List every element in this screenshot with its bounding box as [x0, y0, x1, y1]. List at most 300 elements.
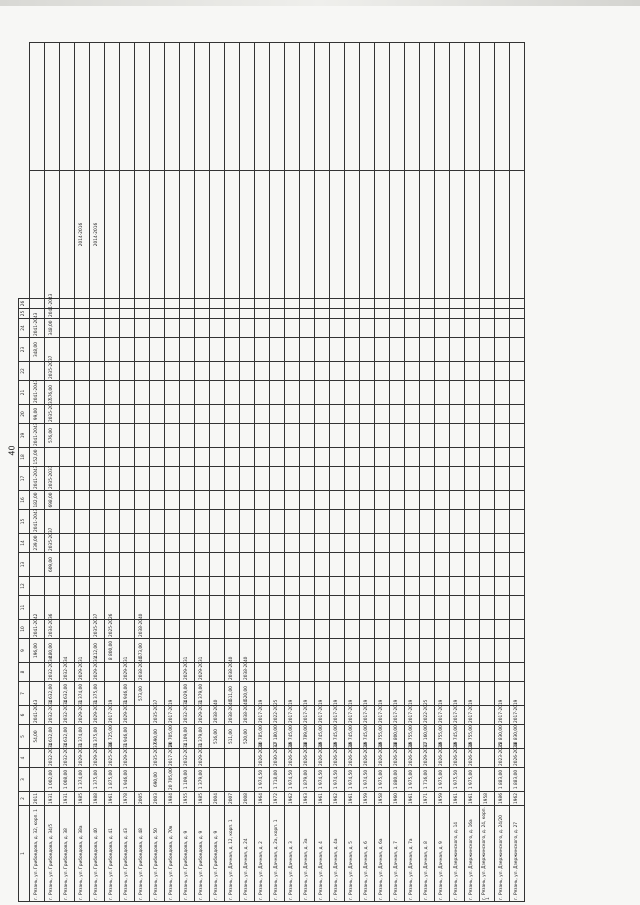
table-cell — [255, 553, 270, 577]
table-cell: 348,00 — [45, 319, 60, 338]
table-cell: 1961 — [405, 792, 420, 806]
table-cell — [255, 467, 270, 491]
table-cell — [75, 338, 90, 362]
table-cell — [495, 577, 510, 596]
table-cell — [210, 663, 225, 682]
table-cell — [165, 299, 180, 309]
table-cell: 2035-2037 — [45, 467, 60, 491]
column-header: 23 — [19, 338, 30, 362]
table-cell — [150, 534, 165, 553]
table-cell — [285, 319, 300, 338]
table-cell — [465, 171, 480, 299]
table-cell — [135, 534, 150, 553]
table-cell — [165, 309, 180, 319]
table-cell — [390, 510, 405, 534]
table-cell — [210, 381, 225, 405]
table-cell: 1 374,00 — [75, 725, 90, 749]
table-cell — [345, 510, 360, 534]
table-cell — [135, 467, 150, 491]
address-cell: г. Рязань, ул. Дачная, д. 24 — [240, 806, 255, 902]
table-cell — [210, 553, 225, 577]
table-cell: 1 975,00 — [435, 768, 450, 792]
table-cell — [495, 424, 510, 448]
table-cell: 1931 — [60, 792, 75, 806]
table-cell — [480, 534, 495, 553]
table-cell — [510, 553, 525, 577]
table-cell — [225, 424, 240, 448]
table-cell — [90, 577, 105, 596]
table-cell — [330, 596, 345, 620]
table-cell — [60, 309, 75, 319]
table-cell: 17 180,00 — [270, 725, 285, 749]
table-cell — [435, 596, 450, 620]
table-cell — [90, 319, 105, 338]
table-cell — [120, 43, 135, 171]
table-cell — [120, 596, 135, 620]
address-cell: г. Рязань, ул. Грибоедова, д. 34/5 — [45, 806, 60, 902]
table-cell: 1978 — [120, 792, 135, 806]
table-cell — [405, 663, 420, 682]
table-cell — [285, 448, 300, 467]
table-cell — [255, 577, 270, 596]
table-cell — [390, 405, 405, 424]
table-cell: 1988 — [90, 792, 105, 806]
table-cell — [315, 309, 330, 319]
table-cell — [165, 467, 180, 491]
table-row — [390, 43, 405, 902]
table-cell — [390, 620, 405, 639]
table-cell — [270, 510, 285, 534]
table-cell: 2026-2028 — [300, 749, 315, 768]
table-cell — [285, 467, 300, 491]
table-cell — [315, 491, 330, 510]
table-cell — [315, 381, 330, 405]
table-row — [375, 43, 390, 902]
table-cell — [300, 171, 315, 299]
table-cell — [495, 467, 510, 491]
column-header: 21 — [19, 381, 30, 405]
table-cell — [510, 510, 525, 534]
table-cell — [180, 467, 195, 491]
table-cell — [150, 491, 165, 510]
table-cell — [390, 467, 405, 491]
table-cell: 1964 — [255, 792, 270, 806]
table-cell: 1 883,00 — [510, 768, 525, 792]
table-cell — [300, 448, 315, 467]
table-cell — [375, 299, 390, 309]
table-cell — [60, 620, 75, 639]
table-cell — [180, 405, 195, 424]
table-row — [90, 43, 105, 902]
table-cell — [300, 319, 315, 338]
table-cell: 1 632,00 — [45, 682, 60, 706]
table-cell: 8 800,00 — [105, 639, 120, 663]
table-cell — [225, 319, 240, 338]
table-cell — [210, 620, 225, 639]
table-cell — [300, 620, 315, 639]
table-cell — [195, 620, 210, 639]
table-cell — [360, 577, 375, 596]
table-cell: 1 879,00 — [300, 768, 315, 792]
table-cell — [210, 309, 225, 319]
table-cell — [210, 362, 225, 381]
table-cell — [285, 510, 300, 534]
table-cell — [195, 299, 210, 309]
table-cell — [105, 405, 120, 424]
table-cell — [150, 639, 165, 663]
column-header: 4 — [19, 749, 30, 768]
table-cell — [225, 768, 240, 792]
table-cell — [225, 467, 240, 491]
table-cell — [480, 43, 495, 171]
table-cell — [345, 338, 360, 362]
address-cell: г. Рязань, ул. Дзержинского, д. 14 — [450, 806, 465, 902]
table-cell — [390, 577, 405, 596]
table-cell — [345, 424, 360, 448]
table-cell — [480, 362, 495, 381]
table-cell — [450, 381, 465, 405]
table-cell — [345, 309, 360, 319]
table-cell — [315, 319, 330, 338]
table-cell — [120, 553, 135, 577]
column-header: 7 — [19, 682, 30, 706]
table-cell — [270, 596, 285, 620]
address-cell: г. Рязань, ул. Дачная, д. 4а — [330, 806, 345, 902]
table-cell — [285, 362, 300, 381]
table-cell — [375, 534, 390, 553]
table-cell: 2029-2031 — [120, 706, 135, 725]
table-cell: 1 379,00 — [195, 768, 210, 792]
table-cell: 18 789,00 — [300, 725, 315, 749]
table-cell — [405, 448, 420, 467]
table-cell: 2017-2019 — [510, 706, 525, 725]
table-cell — [45, 171, 60, 299]
table-cell — [315, 620, 330, 639]
table-cell — [75, 319, 90, 338]
table-cell — [180, 510, 195, 534]
table-cell: 2026-2028 — [255, 749, 270, 768]
table-cell — [390, 43, 405, 171]
table-cell — [510, 171, 525, 299]
table-cell: 480,00 — [45, 639, 60, 663]
table-cell — [360, 299, 375, 309]
table-cell — [300, 299, 315, 309]
table-cell — [165, 171, 180, 299]
table-cell — [75, 405, 90, 424]
table-cell — [405, 405, 420, 424]
table-cell — [195, 534, 210, 553]
table-cell — [405, 596, 420, 620]
table-cell — [510, 309, 525, 319]
table-cell — [150, 424, 165, 448]
table-cell — [180, 171, 195, 299]
table-cell: 1 975,50 — [450, 768, 465, 792]
table-cell: 2030-2032 — [270, 749, 285, 768]
table-cell: 2026-2028 — [315, 749, 330, 768]
table-cell — [165, 405, 180, 424]
table-cell — [165, 491, 180, 510]
table-cell — [360, 553, 375, 577]
table-cell: 2035-2037 — [150, 749, 165, 768]
table-cell — [75, 491, 90, 510]
table-cell: 2029-2031 — [90, 663, 105, 682]
table-cell — [420, 424, 435, 448]
table-cell: 2041-2043 — [30, 381, 45, 405]
table-cell — [240, 620, 255, 639]
table-cell — [390, 299, 405, 309]
table-cell: 2007 — [225, 792, 240, 806]
table-cell — [45, 43, 60, 171]
rotated-table — [18, 42, 638, 902]
table-cell: 1 632,00 — [60, 725, 75, 749]
table-cell — [345, 467, 360, 491]
table-cell — [405, 467, 420, 491]
table-cell — [240, 299, 255, 309]
table-cell — [255, 448, 270, 467]
table-cell — [480, 596, 495, 620]
table-cell — [105, 43, 120, 171]
table-row — [450, 43, 465, 902]
table-cell — [240, 171, 255, 299]
table-cell — [315, 510, 330, 534]
table-row — [75, 43, 90, 902]
table-cell — [285, 663, 300, 682]
table-cell — [315, 43, 330, 171]
table-cell — [135, 319, 150, 338]
table-cell — [465, 596, 480, 620]
table-cell — [405, 510, 420, 534]
table-cell — [210, 534, 225, 553]
table-cell — [90, 299, 105, 309]
table-cell: 2026-2028 — [405, 749, 420, 768]
table-cell — [240, 448, 255, 467]
table-cell — [465, 299, 480, 309]
table-cell — [315, 534, 330, 553]
address-cell: г. Рязань, ул. Грибоедова, д. 38 — [60, 806, 75, 902]
table-cell — [465, 448, 480, 467]
table-cell: 1958 — [375, 792, 390, 806]
table-cell: 19 745,00 — [345, 725, 360, 749]
table-cell — [345, 319, 360, 338]
address-cell: г. Рязань, ул. Дачная, д. 9 — [435, 806, 450, 902]
table-cell: 19 745,00 — [330, 725, 345, 749]
table-cell: 152,00 — [30, 448, 45, 467]
table-cell — [90, 405, 105, 424]
table-cell — [165, 553, 180, 577]
table-cell: 2017-2019 — [255, 706, 270, 725]
table-cell — [135, 309, 150, 319]
table-cell — [135, 43, 150, 171]
table-cell — [150, 362, 165, 381]
table-cell — [165, 577, 180, 596]
table-cell: 182,00 — [30, 491, 45, 510]
table-cell — [375, 309, 390, 319]
table-cell — [510, 596, 525, 620]
column-header: 26 — [19, 299, 30, 309]
table-cell — [135, 510, 150, 534]
table-cell — [375, 577, 390, 596]
table-cell: 2032-2034 — [45, 749, 60, 768]
table-cell — [450, 405, 465, 424]
table-cell — [420, 43, 435, 171]
table-cell: 16 725,00 — [105, 725, 120, 749]
table-cell — [30, 43, 45, 171]
table-cell — [180, 309, 195, 319]
table-cell — [480, 749, 495, 768]
table-cell — [45, 577, 60, 596]
table-cell — [315, 299, 330, 309]
table-cell — [480, 706, 495, 725]
table-cell: 1 875,00 — [105, 768, 120, 792]
table-cell — [465, 338, 480, 362]
table-cell — [195, 319, 210, 338]
table-cell — [420, 338, 435, 362]
table-cell — [495, 309, 510, 319]
table-cell — [495, 596, 510, 620]
table-cell — [450, 467, 465, 491]
table-cell — [510, 338, 525, 362]
table-cell — [120, 620, 135, 639]
table-cell: 19 755,00 — [405, 725, 420, 749]
table-cell — [345, 663, 360, 682]
column-header: 25 — [19, 309, 30, 319]
table-cell — [255, 338, 270, 362]
table-cell — [90, 338, 105, 362]
table-cell: 2022-2025 — [270, 706, 285, 725]
table-cell — [450, 620, 465, 639]
table-cell — [405, 171, 420, 299]
table-cell — [120, 381, 135, 405]
table-row — [315, 43, 330, 902]
table-cell — [345, 620, 360, 639]
table-cell — [135, 299, 150, 309]
table-cell — [510, 620, 525, 639]
table-cell — [225, 43, 240, 171]
table-cell: 1 975,00 — [465, 768, 480, 792]
column-header: 15 — [19, 510, 30, 534]
table-cell — [225, 749, 240, 768]
table-cell — [405, 424, 420, 448]
table-cell — [465, 362, 480, 381]
table-cell: 1 029,00 — [180, 682, 195, 706]
table-cell — [315, 171, 330, 299]
table-cell: 1 946,00 — [120, 682, 135, 706]
table-cell — [105, 663, 120, 682]
address-cell: г. Рязань, ул. Дачная, д. 2а, корп. 1 — [270, 806, 285, 902]
table-cell — [255, 639, 270, 663]
address-cell: г. Рязань, ул. Грибоедова, д. 48 — [135, 806, 150, 902]
table-cell — [285, 299, 300, 309]
table-cell — [150, 338, 165, 362]
table-cell — [405, 577, 420, 596]
table-cell — [450, 424, 465, 448]
table-cell — [435, 448, 450, 467]
table-cell — [435, 553, 450, 577]
table-cell — [330, 338, 345, 362]
table-cell — [390, 491, 405, 510]
table-cell: 2041-2043 — [30, 467, 45, 491]
table-cell — [255, 510, 270, 534]
table-cell — [450, 534, 465, 553]
table-cell: 19 755,00 — [465, 725, 480, 749]
table-cell — [270, 338, 285, 362]
table-cell — [465, 663, 480, 682]
table-cell — [90, 362, 105, 381]
table-row — [345, 43, 360, 902]
table-cell — [420, 534, 435, 553]
address-cell: г. Рязань, ул. Дачная, д. 3а — [300, 806, 315, 902]
table-cell — [165, 424, 180, 448]
table-cell — [285, 620, 300, 639]
table-cell: 1 374,00 — [75, 768, 90, 792]
table-cell — [465, 534, 480, 553]
table-cell: 1 974,50 — [345, 768, 360, 792]
table-cell — [390, 424, 405, 448]
table-cell: 2029-2031 — [195, 749, 210, 768]
table-cell — [180, 362, 195, 381]
table-cell: 2029-2031 — [420, 749, 435, 768]
table-cell: 239,00 — [30, 534, 45, 553]
table-cell: 2032-2034 — [45, 663, 60, 682]
table-container — [18, 42, 638, 902]
table-cell — [480, 510, 495, 534]
table-cell: 1 974,50 — [360, 768, 375, 792]
table-cell: 2029-2031 — [75, 663, 90, 682]
table-cell — [105, 381, 120, 405]
table-cell: 1 974,50 — [315, 768, 330, 792]
table-cell — [315, 467, 330, 491]
table-cell — [300, 381, 315, 405]
table-cell: 1 002,00 — [45, 768, 60, 792]
table-cell — [450, 309, 465, 319]
table-cell — [105, 299, 120, 309]
table-row — [480, 43, 495, 902]
table-cell — [315, 338, 330, 362]
table-cell — [60, 510, 75, 534]
table-cell — [495, 620, 510, 639]
table-cell — [135, 405, 150, 424]
table-cell — [405, 553, 420, 577]
table-cell — [330, 362, 345, 381]
table-cell — [375, 639, 390, 663]
table-cell — [165, 510, 180, 534]
table-cell: 2035-2037 — [45, 534, 60, 553]
table-cell — [315, 424, 330, 448]
table-cell — [360, 467, 375, 491]
column-header: 11 — [19, 596, 30, 620]
table-cell — [495, 448, 510, 467]
table-cell — [300, 43, 315, 171]
table-cell — [390, 319, 405, 338]
table-cell — [300, 338, 315, 362]
table-cell: 1985 — [195, 792, 210, 806]
address-cell: г. Рязань, ул. Грибоедова, д. 43 — [120, 806, 135, 902]
table-cell — [75, 596, 90, 620]
table-cell — [240, 467, 255, 491]
table-cell — [60, 405, 75, 424]
table-cell — [330, 381, 345, 405]
table-cell — [435, 362, 450, 381]
table-cell — [390, 448, 405, 467]
table-cell — [270, 534, 285, 553]
table-cell — [75, 43, 90, 171]
table-cell — [360, 639, 375, 663]
address-cell: г. Рязань, ул. Грибоедова, д. 40 — [90, 806, 105, 902]
table-cell: 2035-2037 — [45, 362, 60, 381]
table-cell: 2025-2028 — [105, 749, 120, 768]
table-cell — [75, 510, 90, 534]
table-cell — [135, 725, 150, 749]
